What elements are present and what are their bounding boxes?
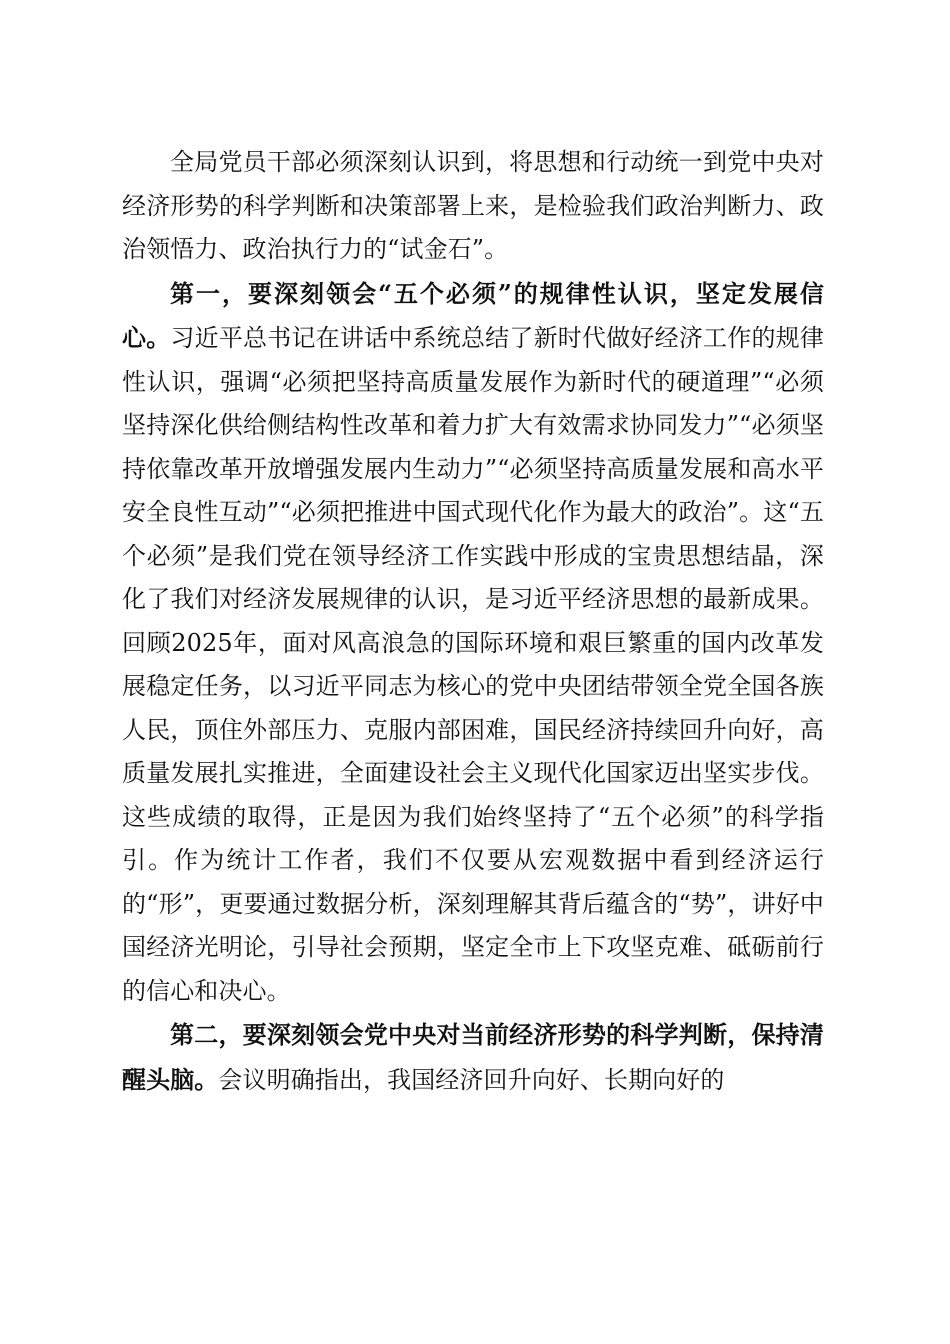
paragraph-second-point	[122, 1013, 824, 1102]
document-body	[122, 140, 824, 1102]
paragraph-first-point-heading: 第一，要深刻领会“五个必须”的规律性认识，坚定发展信心。	[122, 278, 824, 352]
paragraph-first-point	[122, 272, 824, 1014]
paragraph-second-point-heading: 第二，要深刻领会党中央对当前经济形势的科学判断，保持清醒头脑。	[122, 1020, 824, 1094]
paragraph-second-point-text: 会议明确指出，我国经济回升向好、长期向好的	[218, 1065, 725, 1094]
paragraph-first-point-text: 习近平总书记在讲话中系统总结了新时代做好经济工作的规律性认识，强调“必须把坚持高质量发展作为新时代的硬道理”“必须坚持深化供给侧结构性改革和着力扩大有效需求协同发力”“必须坚持依靠改革开放增强发展内生动力”“必须坚持高质量发展和高水平安全良性互动”“必须把推进中国式现代化作为最大的政治”。这“五个必须”是我们党在领导经济工作实践中形成的宝贵思想结晶，深化了我们对经济发展规律的认识，是习近平经济思想的最新成果。回顾2025年，面对风高浪急的国际环境和艰巨繁重的国内改革发展稳定任务，以习近平同志为核心的党中央团结带领全党全国各族人民，顶住外部压力、克服内部困难，国民经济持续回升向好，高质量发展扎实推进，全面建设社会主义现代化国家迈出坚实步伐。这些成绩的取得，正是因为我们始终坚持了“五个必须”的科学指引。作为统计工作者，我们不仅要从宏观数据中看到经济运行的“形”，更要通过数据分析，深刻理解其背后蕴含的“势”，讲好中国经济光明论，引导社会预期，坚定全市上下攻坚克难、砥砺前行的信心和决心。	[122, 324, 824, 1005]
paragraph-intro	[122, 140, 824, 272]
paragraph-intro-text: 全局党员干部必须深刻认识到，将思想和行动统一到党中央对经济形势的科学判断和决策部署上来，是检验我们政治判断力、政治领悟力、政治执行力的“试金石”。	[122, 148, 824, 263]
